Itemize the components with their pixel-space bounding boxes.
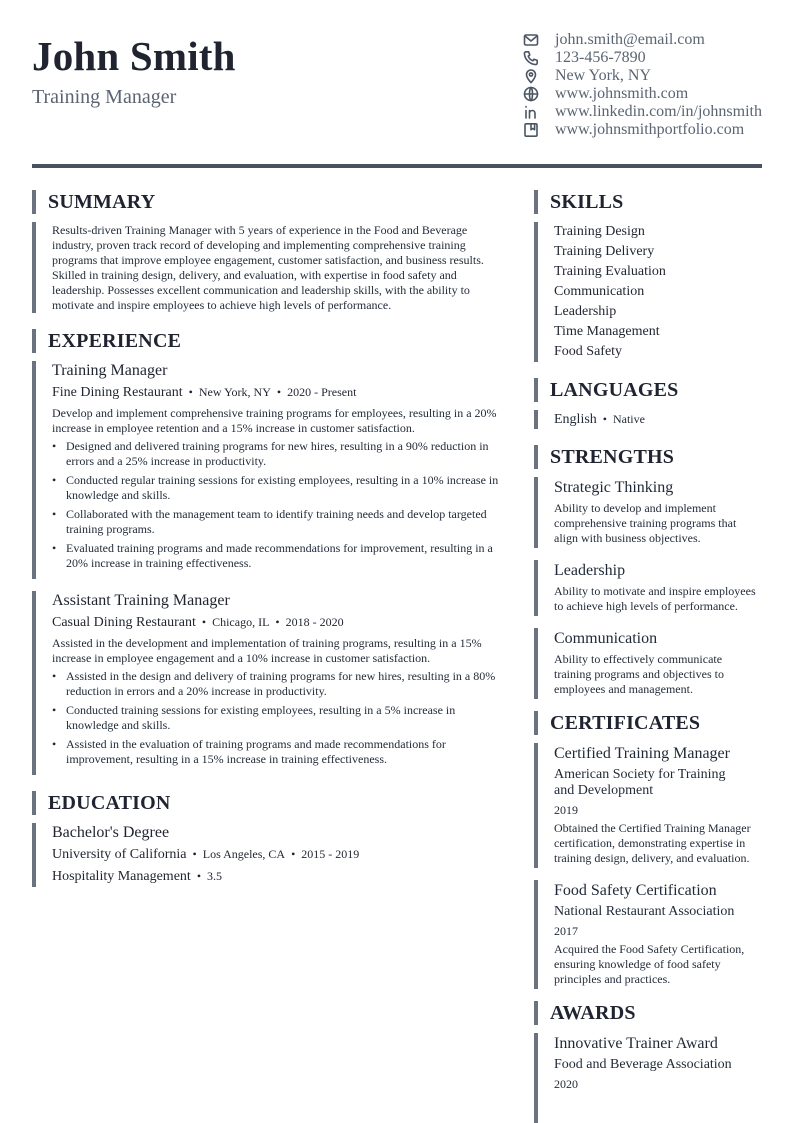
- list-item: • Evaluated training programs and made recommendations for improvement, resulting in a 20% increase in training effectiveness.: [52, 541, 502, 571]
- skill-item: Training Delivery: [554, 244, 655, 259]
- list-item: • Conducted regular training sessions for existing employees, resulting in a 10% increase in knowledge and skills.: [52, 473, 502, 503]
- experience-heading: EXPERIENCE: [32, 329, 502, 353]
- contact-location-text: New York, NY: [555, 67, 652, 84]
- certificate-year: 2019: [554, 803, 578, 817]
- job-location: Chicago, IL: [212, 615, 270, 629]
- experience-section: [32, 329, 502, 775]
- strength-item: [534, 628, 762, 699]
- skills-section: [534, 190, 762, 362]
- separator-dot: •: [275, 615, 280, 629]
- candidate-role: Training Manager: [32, 86, 177, 108]
- separator-dot: •: [196, 869, 202, 883]
- certificate-desc: Obtained the Certified Training Manager certification, demonstrating expertise in training design, delivery, and evaluation.: [554, 821, 751, 865]
- school-location: Los Angeles, CA: [202, 847, 286, 861]
- list-item: • Assisted in the evaluation of training programs and made recommendations for improvement, resulting in a 15% increase in training effectiveness.: [52, 737, 502, 767]
- contact-website-text: www.johnsmith.com: [555, 85, 689, 102]
- separator-dot: •: [602, 412, 607, 426]
- education-meta: [52, 843, 502, 866]
- languages-body: [534, 410, 762, 429]
- list-item: • Collaborated with the management team to identify training needs and develop targeted training programs.: [52, 507, 502, 537]
- language-name: English: [554, 412, 597, 427]
- awards-section: [534, 1001, 762, 1123]
- contact-email-text: john.smith@email.com: [555, 31, 705, 48]
- strength-desc: Ability to effectively communicate training programs and objectives to employees and management.: [554, 652, 724, 696]
- skill-item: Training Evaluation: [554, 264, 666, 279]
- education-section: [32, 791, 502, 887]
- experience-item: [32, 361, 502, 579]
- education-dates: 2015 - 2019: [301, 847, 360, 861]
- phone-icon: [522, 49, 540, 67]
- globe-icon: [522, 85, 540, 103]
- certificate-desc: Acquired the Food Safety Certification, ensuring knowledge of food safety principles and practices.: [554, 942, 745, 986]
- field-of-study: Hospitality Management: [52, 869, 191, 884]
- summary-section: [32, 190, 502, 313]
- job-bullets: [52, 439, 502, 571]
- certificate-title: Food Safety Certification: [554, 882, 717, 899]
- location-pin-icon: [522, 67, 540, 85]
- certificate-item: [534, 880, 762, 989]
- education-body: [32, 823, 502, 887]
- award-year: 2020: [554, 1077, 578, 1091]
- separator-dot: •: [188, 385, 193, 399]
- summary-heading: SUMMARY: [32, 190, 502, 214]
- job-title: Training Manager: [52, 362, 168, 379]
- strength-item: [534, 477, 762, 548]
- job-location: New York, NY: [198, 385, 271, 399]
- skill-item: Time Management: [554, 324, 660, 339]
- contact-linkedin[interactable]: [522, 103, 772, 121]
- contact-list: [522, 31, 772, 139]
- job-company: Casual Dining Restaurant: [52, 615, 196, 630]
- separator-dot: •: [291, 847, 296, 861]
- separator-dot: •: [192, 847, 197, 861]
- job-description: Assisted in the development and implementation of training programs, resulting in a 15% increase in employee engagement and a 10% increase in customer satisfaction.: [52, 636, 482, 665]
- left-column: [32, 190, 502, 903]
- skill-item: Food Safety: [554, 344, 623, 359]
- certificates-section: [534, 711, 762, 989]
- summary-text: Results-driven Training Manager with 5 years of experience in the Food and Beverage industry, proven track record of developing and implementing comprehensive training programs that improve employee engagement, customer satisfaction, and business results. Skilled in training design, delivery, and evaluation, with expertise in food safety and leadership. Possesses excellent communication and leadership skills, with the ability to motivate and inspire employees to achieve high levels of performance.: [52, 223, 484, 312]
- job-bullets: [52, 669, 502, 767]
- job-description: Develop and implement comprehensive training programs for employees, resulting in a 20% increase in employee retention and a 15% increase in customer satisfaction.: [52, 406, 497, 435]
- certificates-heading: CERTIFICATES: [534, 711, 762, 735]
- strength-desc: Ability to develop and implement comprehensive training programs that align with business objectives.: [554, 501, 737, 545]
- job-meta: [52, 611, 502, 634]
- list-item: • Assisted in the design and delivery of training programs for new hires, resulting in a 80% reduction in errors and a 20% increase in productivity.: [52, 669, 502, 699]
- contact-phone[interactable]: [522, 49, 772, 67]
- strengths-section: [534, 445, 762, 699]
- candidate-name: John Smith: [32, 33, 236, 79]
- skill-item: Training Design: [554, 224, 645, 239]
- certificate-org: National Restaurant Association: [554, 904, 735, 919]
- mail-icon: [522, 31, 540, 49]
- education-field-row: [52, 866, 502, 887]
- job-dates: 2018 - 2020: [285, 615, 344, 629]
- right-column: [534, 190, 762, 1123]
- skill-item: Communication: [554, 284, 645, 299]
- job-dates: 2020 - Present: [287, 385, 357, 399]
- strength-title: Communication: [554, 630, 658, 647]
- skill-item: Leadership: [554, 304, 617, 319]
- list-item: • Designed and delivered training programs for new hires, resulting in a 90% reduction in errors and a 25% increase in productivity.: [52, 439, 502, 469]
- strength-desc: Ability to motivate and inspire employees to achieve high levels of performance.: [554, 584, 756, 613]
- strength-title: Leadership: [554, 562, 626, 579]
- school: University of California: [52, 847, 187, 862]
- job-meta: [52, 381, 502, 404]
- separator-dot: •: [276, 385, 282, 399]
- languages-section: [534, 378, 762, 429]
- strength-item: [534, 560, 762, 616]
- contact-location: [522, 67, 772, 85]
- list-item: • Conducted training sessions for existing employees, resulting in a 5% increase in knowledge and skills.: [52, 703, 502, 733]
- award-item: [534, 1033, 762, 1123]
- experience-item: [32, 591, 502, 775]
- certificate-org: American Society for Training and Development: [554, 767, 726, 798]
- skills-body: [534, 222, 762, 362]
- bookmark-icon: [522, 121, 540, 139]
- summary-body: [32, 222, 502, 313]
- skills-heading: SKILLS: [534, 190, 762, 214]
- contact-email[interactable]: [522, 31, 772, 49]
- language-level: Native: [612, 412, 645, 426]
- job-company: Fine Dining Restaurant: [52, 385, 183, 400]
- linkedin-icon: [522, 103, 540, 121]
- separator-dot: •: [201, 615, 207, 629]
- strengths-heading: STRENGTHS: [534, 445, 762, 469]
- contact-portfolio[interactable]: [522, 121, 772, 139]
- award-org: Food and Beverage Association: [554, 1057, 732, 1072]
- contact-phone-text: 123-456-7890: [555, 49, 646, 66]
- contact-linkedin-text: www.linkedin.com/in/johnsmith: [555, 103, 762, 120]
- degree: Bachelor's Degree: [52, 824, 170, 841]
- education-heading: EDUCATION: [32, 791, 502, 815]
- contact-website[interactable]: [522, 85, 772, 103]
- languages-heading: LANGUAGES: [534, 378, 762, 402]
- certificate-year: 2017: [554, 924, 578, 938]
- contact-portfolio-text: www.johnsmithportfolio.com: [555, 121, 745, 138]
- awards-heading: AWARDS: [534, 1001, 762, 1025]
- gpa: 3.5: [207, 869, 223, 883]
- strength-title: Strategic Thinking: [554, 479, 674, 496]
- job-title: Assistant Training Manager: [52, 592, 230, 609]
- header-divider: [32, 164, 762, 168]
- certificate-item: [534, 743, 762, 868]
- language-item: [554, 410, 762, 429]
- certificate-title: Certified Training Manager: [554, 745, 730, 762]
- award-title: Innovative Trainer Award: [554, 1035, 718, 1052]
